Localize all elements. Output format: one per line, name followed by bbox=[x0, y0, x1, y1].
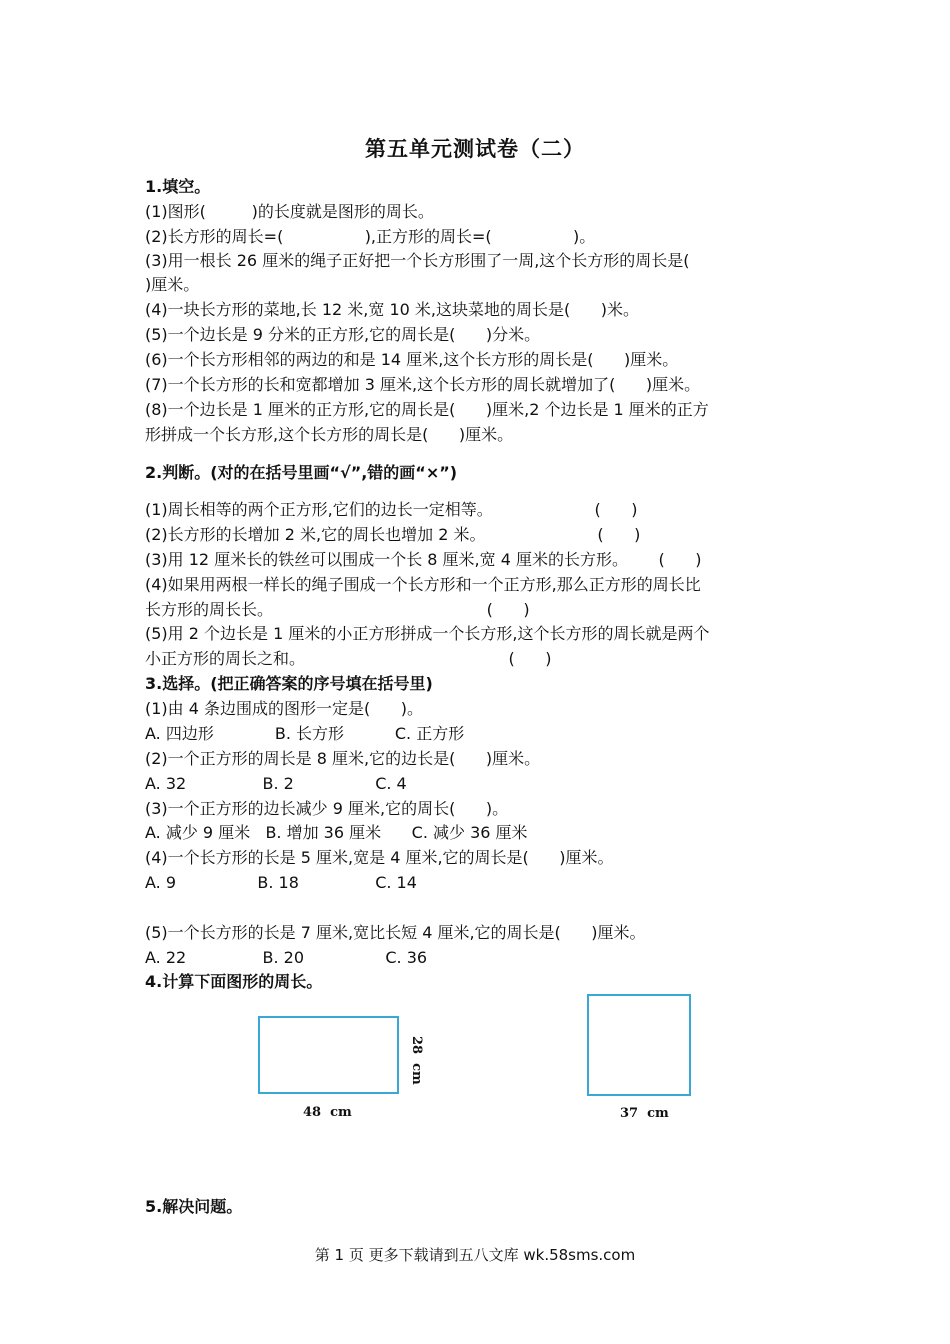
s2-line-3: (3)用 12 厘米长的铁丝可以围成一个长 8 厘米,宽 4 厘米的长方形。 ( ) bbox=[145, 550, 702, 569]
s3-line-4: A. 32 B. 2 C. 4 bbox=[145, 774, 407, 793]
s1-line-3: (3)用一根长 26 厘米的绳子正好把一个长方形围了一周,这个长方形的周长是( bbox=[145, 251, 690, 270]
s1-line-10: 形拼成一个长方形,这个长方形的周长是( )厘米。 bbox=[145, 425, 514, 444]
s1-line-2: (2)长方形的周长=( ),正方形的周长=( )。 bbox=[145, 227, 596, 246]
s3-line-8: A. 9 B. 18 C. 14 bbox=[145, 873, 417, 892]
s3-line-9: (5)一个长方形的长是 7 厘米,宽比长短 4 厘米,它的周长是( )厘米。 bbox=[145, 923, 646, 942]
s1-line-6: (5)一个边长是 9 分米的正方形,它的周长是( )分米。 bbox=[145, 325, 541, 344]
page-title: 第五单元测试卷（二） bbox=[365, 136, 585, 161]
s2-line-6: (5)用 2 个边长是 1 厘米的小正方形拼成一个长方形,这个长方形的周长就是两个 bbox=[145, 624, 710, 643]
s1-line-7: (6)一个长方形相邻的两边的和是 14 厘米,这个长方形的周长是( )厘米。 bbox=[145, 350, 679, 369]
s2-line-4: (4)如果用两根一样长的绳子围成一个长方形和一个正方形,那么正方形的周长比 bbox=[145, 575, 701, 594]
s3-line-7: (4)一个长方形的长是 5 厘米,宽是 4 厘米,它的周长是( )厘米。 bbox=[145, 848, 614, 867]
s1-line-9: (8)一个边长是 1 厘米的正方形,它的周长是( )厘米,2 个边长是 1 厘米的正方 bbox=[145, 400, 709, 419]
s1-line-8: (7)一个长方形的长和宽都增加 3 厘米,这个长方形的周长就增加了( )厘米。 bbox=[145, 375, 701, 394]
page-footer: 第 1 页 更多下载请到五八文库 wk.58sms.com bbox=[314, 1246, 636, 1264]
rectangle-width-label: 48 cm bbox=[303, 1105, 352, 1120]
s2-line-5: 长方形的周长长。 ( ) bbox=[145, 600, 530, 619]
s2-line-1: (1)周长相等的两个正方形,它们的边长一定相等。 ( ) bbox=[145, 500, 638, 519]
s3-line-1: (1)由 4 条边围成的图形一定是( )。 bbox=[145, 699, 424, 718]
square-figure bbox=[587, 994, 691, 1096]
s2-line-7: 小正方形的周长之和。 ( ) bbox=[145, 649, 552, 668]
s3-line-5: (3)一个正方形的边长减少 9 厘米,它的周长( )。 bbox=[145, 799, 509, 818]
s3-line-10: A. 22 B. 20 C. 36 bbox=[145, 948, 428, 967]
square-side-label: 37 cm bbox=[620, 1106, 669, 1121]
s3-line-6: A. 减少 9 厘米 B. 增加 36 厘米 C. 减少 36 厘米 bbox=[145, 823, 528, 842]
rectangle-figure bbox=[258, 1016, 399, 1094]
section-2-heading: 2.判断。(对的在括号里画“√”,错的画“×”) bbox=[145, 463, 458, 482]
rectangle-height-label: 28 cm bbox=[409, 1036, 424, 1085]
s1-line-4: )厘米。 bbox=[145, 275, 200, 294]
section-4-heading: 4.计算下面图形的周长。 bbox=[145, 972, 323, 991]
section-3-heading: 3.选择。(把正确答案的序号填在括号里) bbox=[145, 674, 433, 693]
section-5-heading: 5.解决问题。 bbox=[145, 1197, 243, 1216]
s3-line-3: (2)一个正方形的周长是 8 厘米,它的边长是( )厘米。 bbox=[145, 749, 541, 768]
s1-line-5: (4)一块长方形的菜地,长 12 米,宽 10 米,这块菜地的周长是( )米。 bbox=[145, 300, 639, 319]
s3-line-2: A. 四边形 B. 长方形 C. 正方形 bbox=[145, 724, 465, 743]
s1-line-1: (1)图形( )的长度就是图形的周长。 bbox=[145, 202, 434, 221]
section-1-heading: 1.填空。 bbox=[145, 177, 211, 196]
s2-line-2: (2)长方形的长增加 2 米,它的周长也增加 2 米。 ( ) bbox=[145, 525, 641, 544]
